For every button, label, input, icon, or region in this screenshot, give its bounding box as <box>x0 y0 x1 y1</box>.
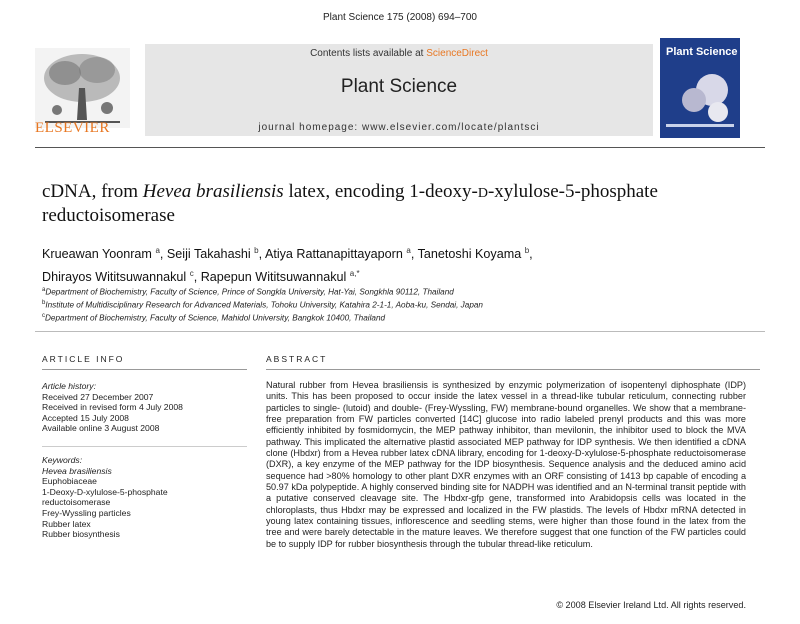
history-item: Available online 3 August 2008 <box>42 423 160 434</box>
author[interactable] <box>265 247 411 261</box>
author-affiliation-mark: a,* <box>349 269 360 279</box>
affiliation-text: Institute of Multidisciplinary Research for Advanced Materials, Tohoku University, Katahira 2-1-1, Aoba-ku, Sendai, Japan <box>45 300 483 310</box>
author[interactable] <box>418 247 530 261</box>
publisher-logo-text: ELSEVIER <box>35 120 110 136</box>
keywords-label: Keywords: <box>42 455 83 465</box>
history-label: Article history: <box>42 381 96 391</box>
abstract-rule <box>266 369 760 370</box>
author-affiliation-mark: b <box>254 246 259 255</box>
history-item: Accepted 15 July 2008 <box>42 412 129 423</box>
journal-name: Plant Science <box>340 76 458 97</box>
author-name: Rapepun Wititsuwannakul <box>200 270 347 285</box>
abstract-heading: ABSTRACT <box>266 354 328 364</box>
author-name: Seiji Takahashi <box>166 247 251 262</box>
affiliation <box>42 285 762 298</box>
affiliation <box>42 311 762 324</box>
affiliation-text: Department of Biochemistry, Faculty of Science, Mahidol University, Bangkok 10400, Thailand <box>45 314 386 324</box>
abstract-text: Natural rubber from Hevea brasiliensis is synthesized by enzymic polymerization of isopentenyl diphosphate (IDP) units. This has been proposed to occur inside the latex vessel in a thread-like tubular reticulum, connecting rubber particles to single- (lutoid) and double- (Frey-Wyssling, FW) membrane-bound organelles. We show that a membrane-free preparation from FW particles converted [14C] glucose into radio labeled prenyl products and this was more efficiently inhibited by fosmidomycin, the MEP pathway inhibitor, than mevilonin, the inhibitor used to block the MVA pathway. This implicated the alternative plastid associated MEP pathway for IDP synthesis. We then identified a cDNA clone (Hbdxr) from a Hevea rubber latex cDNA library, encoding for 1-deoxy-D-xylulose-5-phosphate reductoisomerase (DXR), a key enzyme of the MEP pathway for the IDP biosynthesis. Sequence analysis and the deduced amino acid sequence had >80% homology to other plant DXR enzymes with an ORF consisting of 1413 bp capable of encoding a 50.97 kDa polypeptide. A highly conserved binding site for NADPH was identified and an N-terminal transit peptide with a putative conserved cleavage site. The Hbdxr-gfp gene, transformed into Arabidopsis cells was located in the chloroplasts, thus Hbdxr may be expressed and localized in the FW plastids. The levels of Hbdxr mRNA detected in young latex containing tissues, inflorescence and seedling stems, were higher than those found in the latex from the tree and were barely detectable in the mature leaves. We therefore suggest that one function of the FW particles could be to supply IDP for rubber biosynthesis through the tubular thread-like reticulum. <box>266 380 746 549</box>
journal-masthead <box>145 44 653 136</box>
header-rule <box>35 147 765 148</box>
keyword-item[interactable]: Rubber latex <box>42 518 91 529</box>
affiliation-mark: c <box>42 313 45 320</box>
author-affiliation-mark: b <box>524 246 530 255</box>
author-name: Dhirayos Wititsuwannakul <box>42 270 187 285</box>
affiliation <box>42 298 762 311</box>
keyword-item[interactable]: Hevea brasiliensis <box>42 465 112 476</box>
author-list: Krueawan Yoonram $^a$, Seiji Takahashi $^b$, Atiya Rattanapittayaporn $^a$, Tanetoshi Koyama $^b$, Dhirayos Wititsuwannakul $^c$, Rapepun Wititsuwannakul $^{a,*}$ <box>42 246 533 285</box>
article-info-rule <box>42 369 247 370</box>
keywords-section <box>42 455 242 540</box>
article-title <box>42 181 762 227</box>
journal-cover-image <box>660 38 740 138</box>
history-item: Received 27 December 2007 <box>42 391 154 402</box>
contents-line <box>145 48 653 59</box>
author-affiliation-mark: c <box>189 269 194 279</box>
affiliation-mark: a <box>42 287 46 293</box>
title-species: Hevea brasiliensis <box>142 181 284 202</box>
copyright-notice: © 2008 Elsevier Ireland Ltd. All rights reserved. <box>556 600 746 610</box>
keyword-item[interactable]: reductoisomerase <box>42 497 111 508</box>
title-part: cDNA, from <box>42 181 143 202</box>
affiliation-text: Department of Biochemistry, Faculty of Science, Prince of Songkla University, Hat-Yai, Songkhla 90112, Thailand <box>45 287 454 297</box>
sciencedirect-link[interactable]: ScienceDirect <box>426 48 488 59</box>
author-affiliation-mark: a <box>406 246 411 255</box>
article-history <box>42 381 242 434</box>
keyword-item[interactable]: Euphobiaceae <box>42 476 97 487</box>
author-name: Tanetoshi Koyama <box>417 247 522 262</box>
journal-homepage[interactable]: journal homepage: www.elsevier.com/locate/plantsci <box>258 122 540 133</box>
affiliations <box>42 285 762 325</box>
author-affiliation-mark: a <box>155 246 160 255</box>
journal-reference: Plant Science 175 (2008) 694–700 <box>322 12 477 23</box>
article-info-heading: ARTICLE INFO <box>42 354 125 364</box>
affiliation-mark: b <box>42 300 46 307</box>
keywords-rule <box>42 446 247 447</box>
author[interactable] <box>201 270 360 284</box>
title-part: latex, encoding 1-deoxy- <box>283 181 478 202</box>
history-item: Received in revised form 4 July 2008 <box>42 402 183 413</box>
cover-title: Plant Science <box>666 46 738 58</box>
author[interactable] <box>167 247 259 261</box>
affiliations-rule <box>35 331 765 332</box>
title-part: -xylulose-5-phosphate reductoisomerase <box>42 181 658 226</box>
contents-prefix: Contents lists available at <box>310 48 427 59</box>
cover-artwork <box>660 38 740 138</box>
keyword-item[interactable]: Frey-Wyssling particles <box>42 507 131 518</box>
author[interactable] <box>42 247 160 261</box>
keyword-item[interactable]: Rubber biosynthesis <box>42 529 120 540</box>
author-name: Krueawan Yoonram <box>42 247 152 262</box>
title-smallcaps: D <box>477 186 488 201</box>
author-name: Atiya Rattanapittayaporn <box>264 247 403 262</box>
keyword-item[interactable]: 1-Deoxy-D-xylulose-5-phosphate <box>42 486 168 497</box>
keywords-list <box>42 466 242 540</box>
author[interactable] <box>42 270 194 284</box>
